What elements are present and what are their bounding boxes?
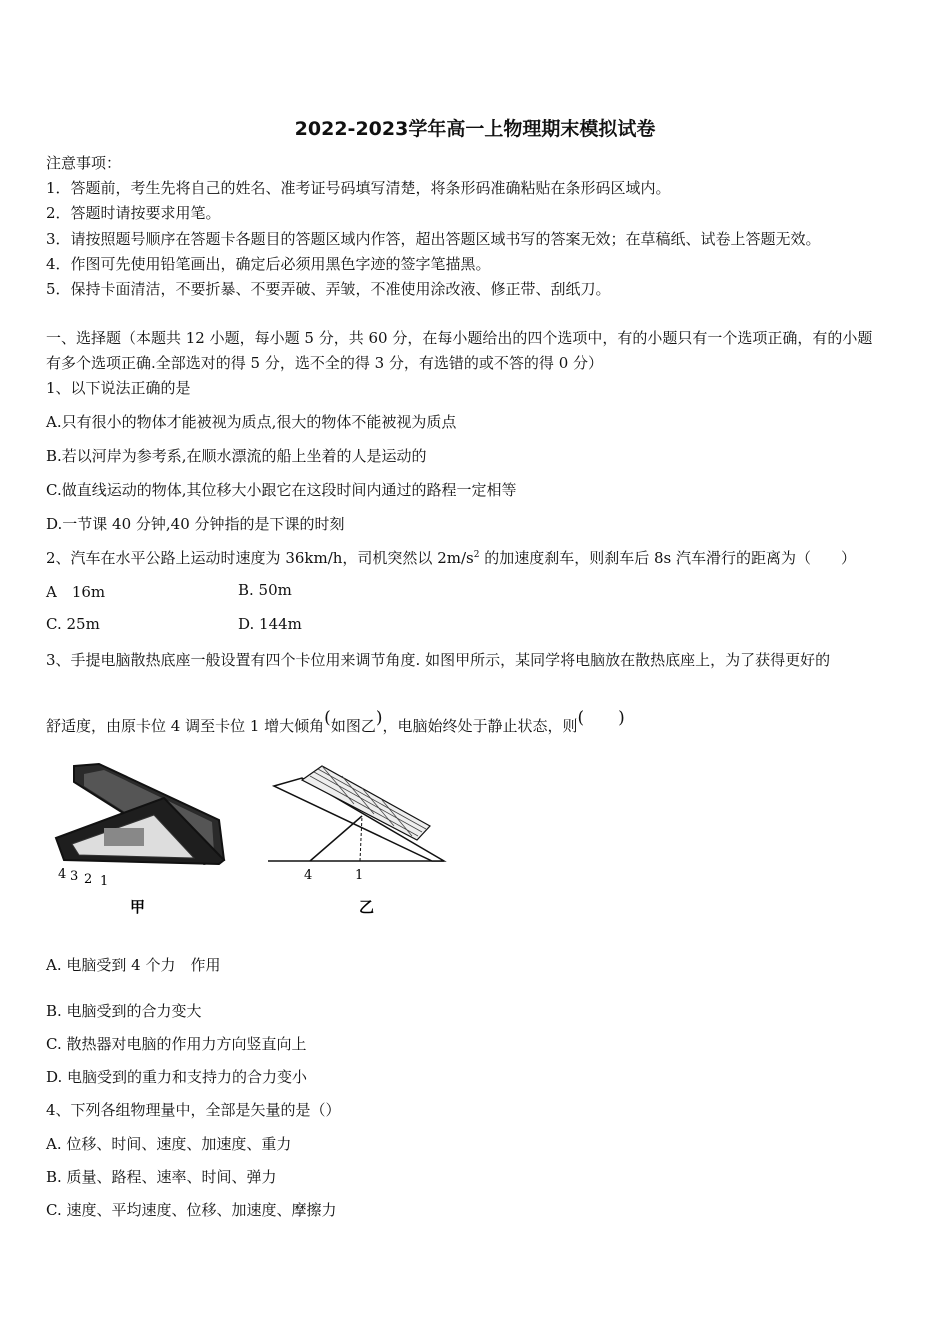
q3-paren-open: ( (324, 708, 331, 728)
position-mark-1: 1 (355, 868, 364, 883)
section1-heading-line1: 一、选择题（本题共 12 小题，每小题 5 分，共 60 分，在每小题给出的四个选项中，有的小题只有一个选项正确，有的小题 (46, 329, 873, 347)
q2-stem-superscript: 2 (473, 550, 480, 560)
notch-label-1: 1 (100, 874, 109, 889)
q4-option-b: B. 质量、路程、速率、时间、弹力 (46, 1168, 277, 1186)
q3-stem-line1: 3、手提电脑散热底座一般设置有四个卡位用来调节角度. 如图甲所示，某同学将电脑放在散热底座上，为了获得更好的 (46, 651, 831, 669)
notch-label-2: 2 (84, 872, 93, 887)
notice-item-1: 1．答题前，考生先将自己的姓名、准考证号码填写清楚，将条形码准确粘贴在条形码区域内。 (46, 179, 671, 197)
q3-option-d: D. 电脑受到的重力和支持力的合力变小 (46, 1068, 308, 1086)
q3-answer-paren: ( ) (577, 708, 625, 728)
figure-yi-label: 乙 (359, 898, 375, 916)
q3-stem-part3: ，电脑始终处于静止状态，则 (382, 717, 578, 735)
figure-jia-label: 甲 (130, 898, 146, 916)
notice-item-2: 2．答题时请按要求用笔。 (46, 204, 221, 222)
q1-option-c: C.做直线运动的物体,其位移大小跟它在这段时间内通过的路程一定相等 (46, 481, 517, 499)
q2-option-d: D. 144m (238, 615, 302, 633)
q4-option-c: C. 速度、平均速度、位移、加速度、摩擦力 (46, 1201, 337, 1219)
notice-item-3: 3．请按照题号顺序在答题卡各题目的答题区域内作答，超出答题区域书写的答案无效；在草稿纸、试卷上答题无效。 (46, 230, 821, 248)
notch-label-4: 4 (58, 867, 67, 882)
figure-yi-side-view (262, 758, 452, 918)
q3-option-c: C. 散热器对电脑的作用力方向竖直向上 (46, 1035, 307, 1053)
q2-option-b: B. 50m (238, 581, 292, 599)
q2-stem-part1: 2、汽车在水平公路上运动时速度为 36km/h，司机突然以 2m/s (46, 549, 474, 567)
page-title: 2022-2023学年高一上物理期末模拟试卷 (294, 118, 656, 140)
notice-item-5: 5．保持卡面清洁，不要折暴、不要弄破、弄皱，不准使用涂改液、修正带、刮纸刀。 (46, 280, 611, 298)
section1-heading-line2: 有多个选项正确.全部选对的得 5 分，选不全的得 3 分，有选错的或不答的得 0 分） (46, 354, 604, 372)
q3-option-b: B. 电脑受到的合力变大 (46, 1002, 202, 1020)
q2-stem-part2: 的加速度刹车，则刹车后 8s 汽车滑行的距离为（ ） (479, 549, 857, 567)
q1-option-d: D.一节课 40 分钟,40 分钟指的是下课的时刻 (46, 515, 345, 533)
q2-option-a: A 16m (46, 583, 106, 601)
q1-stem: 1、以下说法正确的是 (46, 379, 191, 397)
q4-stem: 4、下列各组物理量中，全部是矢量的是（） (46, 1101, 341, 1119)
q3-stem-line2 (46, 708, 625, 736)
notice-heading: 注意事项： (46, 154, 122, 172)
notch-label-3: 3 (70, 869, 79, 884)
figure-jia-cooling-stand (44, 760, 234, 920)
q3-stem-figure-ref: 如图乙 (330, 717, 376, 735)
support-leg (310, 816, 362, 861)
q3-paren-close: ) (375, 708, 383, 728)
q2-option-c: C. 25m (46, 615, 100, 633)
stand-bracket (104, 828, 144, 846)
q3-option-a: A. 电脑受到 4 个力 作用 (46, 956, 221, 974)
q4-option-a: A. 位移、时间、速度、加速度、重力 (46, 1135, 292, 1153)
q2-stem (46, 547, 856, 568)
notice-item-4: 4．作图可先使用铅笔画出，确定后必须用黑色字迹的签字笔描黑。 (46, 255, 491, 273)
q3-stem-part1: 舒适度，由原卡位 4 调至卡位 1 增大倾角 (46, 717, 325, 735)
q1-option-a: A.只有很小的物体才能被视为质点,很大的物体不能被视为质点 (46, 413, 457, 431)
q1-option-b: B.若以河岸为参考系,在顺水漂流的船上坐着的人是运动的 (46, 447, 427, 465)
position-mark-4: 4 (304, 868, 313, 883)
